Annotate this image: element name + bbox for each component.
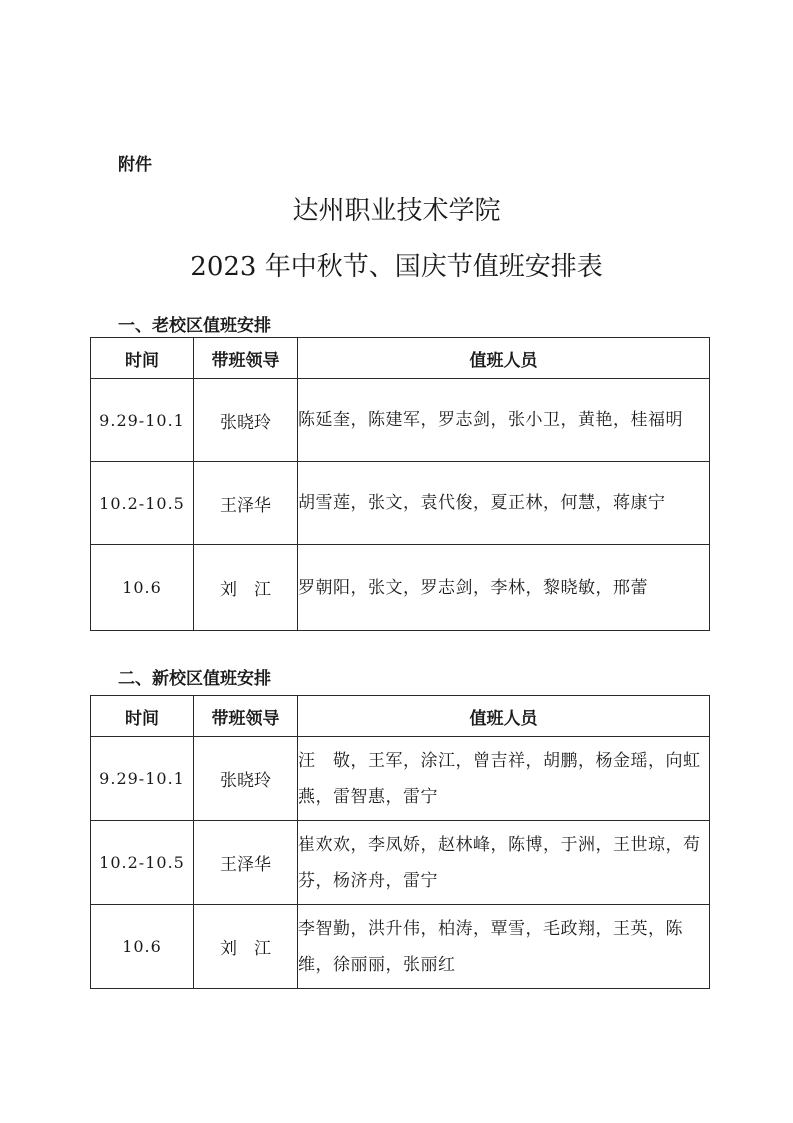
cell-staff: 崔欢欢，李凤娇，赵林峰，陈博，于洲，王世琼，苟芬，杨济舟，雷宁 xyxy=(298,821,710,905)
cell-staff: 胡雪莲，张文，袁代俊，夏正林，何慧，蒋康宁 xyxy=(298,462,710,545)
cell-leader: 张晓玲 xyxy=(194,737,298,821)
column-header-leader: 带班领导 xyxy=(194,696,298,737)
cell-time: 10.6 xyxy=(91,545,194,631)
table-row xyxy=(91,821,710,905)
attachment-label: 附件 xyxy=(118,155,152,175)
cell-leader: 刘 江 xyxy=(194,545,298,631)
cell-staff: 李智勤，洪升伟，柏涛，覃雪，毛政翔，王英，陈维，徐丽丽，张丽红 xyxy=(298,905,710,989)
section-heading-old-campus: 一、老校区值班安排 xyxy=(118,316,271,336)
cell-staff: 汪 敬，王军，涂江，曾吉祥，胡鹏，杨金瑶，向虹燕，雷智惠，雷宁 xyxy=(298,737,710,821)
table-header-row xyxy=(91,696,710,737)
table-row xyxy=(91,545,710,631)
table-row xyxy=(91,462,710,545)
cell-time: 10.2-10.5 xyxy=(91,462,194,545)
column-header-staff: 值班人员 xyxy=(298,338,710,379)
cell-time: 10.2-10.5 xyxy=(91,821,194,905)
table-header-row xyxy=(91,338,710,379)
document-subtitle: 2023 年中秋节、国庆节值班安排表 xyxy=(190,252,603,282)
section-heading-new-campus: 二、新校区值班安排 xyxy=(118,669,271,689)
column-header-leader: 带班领导 xyxy=(194,338,298,379)
document-title: 达州职业技术学院 xyxy=(292,196,501,226)
cell-time: 9.29-10.1 xyxy=(91,737,194,821)
cell-leader: 王泽华 xyxy=(194,462,298,545)
column-header-time: 时间 xyxy=(91,696,194,737)
cell-leader: 王泽华 xyxy=(194,821,298,905)
cell-time: 10.6 xyxy=(91,905,194,989)
cell-time: 9.29-10.1 xyxy=(91,379,194,462)
duty-table-old-campus xyxy=(90,337,710,631)
cell-staff: 陈延奎，陈建军，罗志剑，张小卫，黄艳，桂福明 xyxy=(298,379,710,462)
duty-table-new-campus xyxy=(90,695,710,989)
cell-staff: 罗朝阳，张文，罗志剑，李林，黎晓敏，邢蕾 xyxy=(298,545,710,631)
column-header-staff: 值班人员 xyxy=(298,696,710,737)
column-header-time: 时间 xyxy=(91,338,194,379)
cell-leader: 张晓玲 xyxy=(194,379,298,462)
table-row xyxy=(91,737,710,821)
table-row xyxy=(91,379,710,462)
table-row xyxy=(91,905,710,989)
cell-leader: 刘 江 xyxy=(194,905,298,989)
